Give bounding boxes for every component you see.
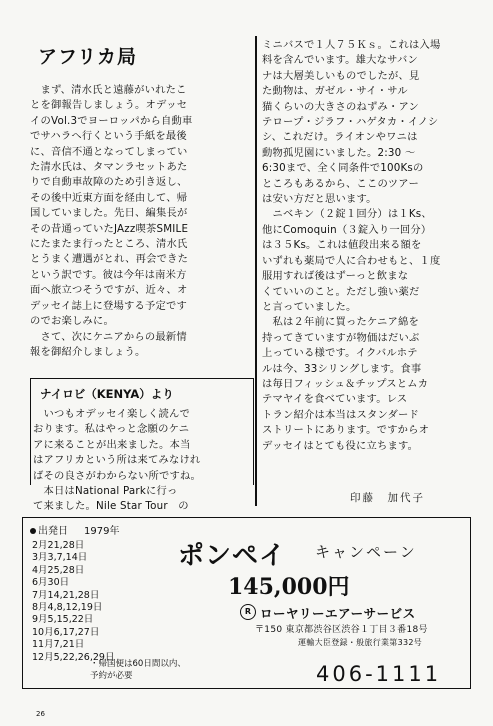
text-line: まず、清水氏と遠藤がいれたこ bbox=[30, 84, 187, 96]
departure-year: 1979年 bbox=[84, 526, 120, 537]
text-line: 面へ旅立つそうですが、近々、オ bbox=[30, 284, 188, 297]
text-line: デッセイ誌上に登場する予定です bbox=[30, 299, 187, 312]
departure-date: 6月30日 bbox=[32, 577, 70, 589]
text-line: とうまく遭遇がとれ、再会できた bbox=[30, 253, 189, 266]
text-line: シ、これだけ。ライオンやワニは bbox=[262, 131, 418, 144]
departure-date: 12月5,22,26,29日 bbox=[32, 651, 115, 663]
text-line: はアフリカという所は来てみなけれ bbox=[33, 454, 201, 467]
company-address: 〒150 東京都渋谷区渋谷１丁目３番18号 bbox=[255, 625, 428, 635]
text-line: 私は２年前に買ったケニア綿を bbox=[262, 316, 420, 329]
text-line: 他にComoquin（３錠入り一回分） bbox=[262, 223, 432, 236]
text-line: 本日はNational Parkに行っ bbox=[33, 485, 178, 498]
return-note bbox=[90, 658, 186, 682]
text-line: にたまたま行ったところ、清水氏 bbox=[30, 238, 188, 251]
note-line: ・帰国便は60日間以内、 bbox=[90, 659, 186, 669]
departure-label: 出発日 bbox=[38, 526, 68, 537]
text-line: テマヤイを食べています。レス bbox=[262, 393, 408, 406]
company-name: ローヤリーエアーサービス bbox=[260, 606, 416, 621]
bullet-icon bbox=[30, 528, 36, 534]
column-divider bbox=[255, 36, 257, 506]
right-column-text bbox=[262, 38, 440, 454]
text-line: くていいのこと。ただし強い薬だ bbox=[262, 285, 420, 298]
text-line: デッセイはとても役に立ちます。 bbox=[262, 439, 419, 452]
text-line: ところもあるから、ここのツアー bbox=[262, 177, 419, 190]
text-line: と言っていました。 bbox=[262, 300, 357, 313]
text-line: 国していました。先日、編集長が bbox=[30, 207, 188, 220]
left-column-text bbox=[30, 83, 192, 360]
text-line: その後中近東方面を経由して、帰 bbox=[30, 191, 188, 204]
departure-date: 9月5,15,22日 bbox=[32, 614, 94, 626]
text-line: た清水氏は、タマンラセットあた bbox=[30, 161, 188, 174]
campaign-label: キャンペーン bbox=[315, 543, 417, 561]
text-line: 猫くらいの大きさのねずみ・アン bbox=[262, 100, 420, 113]
text-line: ナは大層美しいものでしたが、見 bbox=[262, 69, 420, 82]
text-line: て来ました。Nile Star Tour の bbox=[33, 500, 189, 513]
text-line: 6:30まで、全く同条件で100Ksの bbox=[262, 162, 424, 175]
text-line: 持ってきていますが物価はだいぶ bbox=[262, 331, 420, 344]
text-line: 上っている様です。イクバルホテ bbox=[262, 347, 418, 360]
text-line: テロープ・ジラフ・ハゲタカ・イノシ bbox=[262, 116, 439, 129]
text-line: に、音信不通となってしまってい bbox=[30, 145, 188, 158]
phone-number: 406-1111 bbox=[316, 662, 442, 686]
text-line: トラン紹介は本当はスタンダード bbox=[262, 408, 420, 421]
text-line: 服用すれば後はずーっと飲まな bbox=[262, 270, 409, 283]
text-line: のでお楽しみに。 bbox=[30, 315, 114, 328]
text-line: りで自動車故障のため引き返し、 bbox=[30, 176, 188, 189]
campaign-name: ポンペイ bbox=[178, 541, 287, 571]
text-line: ルは今、33シリングします。食事 bbox=[262, 362, 422, 375]
departure-date: 2月21,28日 bbox=[32, 540, 85, 551]
note-line: 予約が必要 bbox=[90, 671, 133, 681]
company-logo-icon: R bbox=[240, 604, 256, 620]
price: 145,000円 bbox=[228, 574, 350, 600]
text-line: いずれも薬局で人に合わせもと、１度 bbox=[262, 254, 441, 267]
departure-date: 8月4,8,12,19日 bbox=[32, 602, 103, 614]
text-line: イのVol.3でヨーロッパから自動車 bbox=[30, 114, 193, 127]
signature: 印藤 加代子 bbox=[350, 492, 425, 504]
text-line: その昔通っていたJAzz喫茶SMILE bbox=[30, 222, 189, 235]
text-line: は安い方だと思います。 bbox=[262, 193, 377, 206]
text-line: は毎日フィッシュ＆チップスとムカ bbox=[262, 377, 429, 390]
text-line: いつもオデッセイ楽しく読んで bbox=[33, 408, 190, 420]
text-line: ばその良さがわからない所ですね。 bbox=[33, 469, 201, 482]
text-line: という訳です。彼は今年は南米方 bbox=[30, 268, 187, 281]
text-line: アに来ることが出来ました。本当 bbox=[33, 438, 191, 451]
text-line: 報を御紹介しましょう。 bbox=[30, 345, 146, 358]
company-license: 運輸大臣登録・般旅行業第332号 bbox=[298, 638, 423, 647]
departure-dates-header bbox=[30, 522, 119, 537]
text-line: 料を含んでいます。雄大なサバン bbox=[262, 54, 419, 67]
page-number: 26 bbox=[36, 710, 45, 718]
departure-date: 3月3,7,14日 bbox=[32, 552, 88, 564]
departure-date-list bbox=[32, 540, 114, 664]
text-line: 動物孤児園にいました。2:30 〜 bbox=[262, 146, 416, 159]
text-line: さて、次にケニアからの最新情 bbox=[30, 330, 187, 343]
departure-date: 10月6,17,27日 bbox=[32, 626, 100, 638]
text-line: ミニバスで１人７５Ｋｓ。これは入場 bbox=[262, 39, 441, 51]
text-line: おります。私はやっと念願のケニ bbox=[33, 423, 190, 436]
kenya-letter-text bbox=[33, 407, 201, 515]
text-line: でサハラへ行くという手紙を最後 bbox=[30, 130, 187, 143]
text-line: とを御報告しましょう。オデッセ bbox=[30, 99, 188, 112]
text-line: ストリートにあります。ですからオ bbox=[262, 424, 430, 437]
text-line: た動物は、ガゼル・サイ・サル bbox=[262, 85, 408, 98]
kenya-heading: ナイロビ（KENYA）より bbox=[40, 387, 174, 401]
text-line: ニベキン（２錠１回分）は１Ks、 bbox=[262, 208, 432, 221]
departure-date: 4月25,28日 bbox=[32, 564, 85, 576]
text-line: は３５Ks。これは値段出来る額を bbox=[262, 239, 422, 252]
page-title: アフリカ局 bbox=[38, 46, 138, 68]
departure-date: 7月14,21,28日 bbox=[32, 589, 100, 601]
departure-date: 11月7,21日 bbox=[32, 639, 85, 651]
